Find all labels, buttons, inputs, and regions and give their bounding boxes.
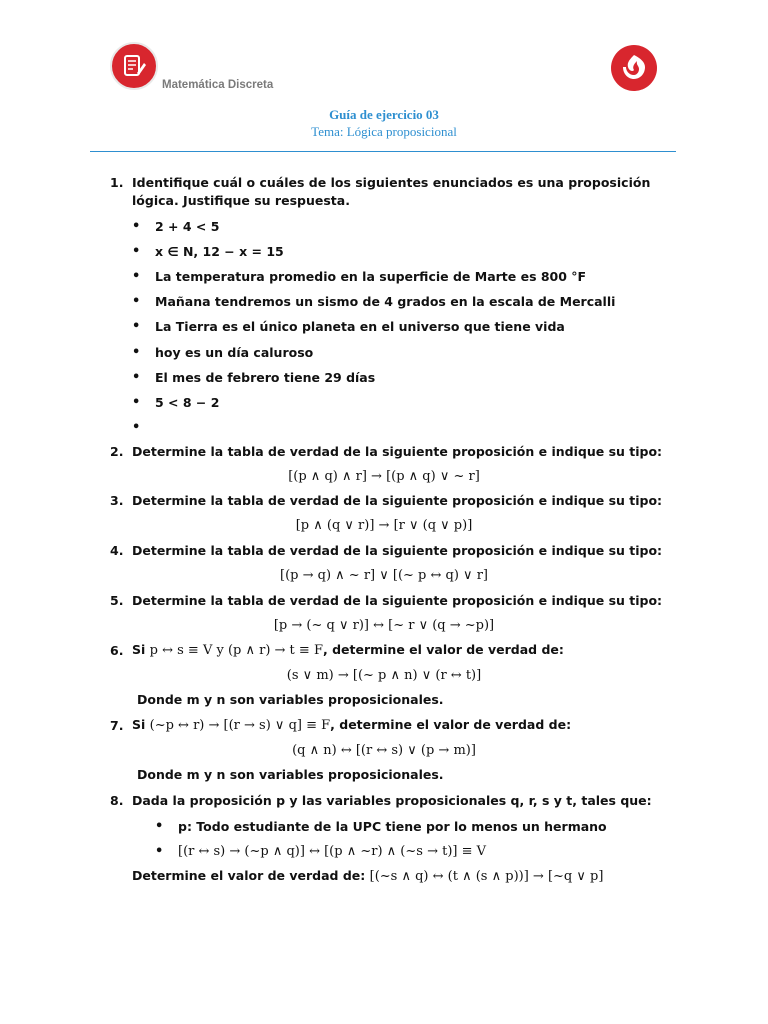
- university-logo-left: [110, 42, 158, 90]
- question-number: 3.: [110, 493, 124, 508]
- guide-topic: Tema: Lógica proposicional: [311, 124, 457, 139]
- list-item: La temperatura promedio en la superficie de Marte es 800 °F: [155, 269, 587, 284]
- list-item: La Tierra es el único planeta en el universo que tiene vida: [155, 319, 565, 334]
- question-number: 8.: [110, 793, 124, 808]
- question-text: Determine la tabla de verdad de la siguiente proposición e indique su tipo:: [132, 444, 663, 459]
- list-item: p: Todo estudiante de la UPC tiene por lo menos un hermano: [178, 819, 607, 834]
- list-item: 5 < 8 − 2: [155, 395, 220, 410]
- list-item: [(r ↔ s) → (~p ∧ q)] ↔ [(p ∧ ~r) ∧ (~s → t)] ≡ V: [178, 844, 487, 859]
- bullet-icon: •: [155, 819, 164, 834]
- course-name: Matemática Discreta: [162, 79, 274, 91]
- bullet-icon: •: [155, 844, 164, 859]
- formula: (s ∨ m) → [(~ p ∧ n) ∨ (r ↔ t)]: [286, 668, 482, 683]
- list-item: hoy es un día caluroso: [155, 345, 314, 360]
- question-number: 4.: [110, 543, 124, 558]
- condition-formula: (~p ↔ r) → [(r → s) ∨ q] ≡ F: [149, 718, 331, 733]
- bullet-icon: •: [132, 269, 141, 284]
- guide-title: Guía de ejercicio 03: [329, 107, 439, 122]
- header-divider: [90, 151, 676, 152]
- bullet-icon: •: [132, 244, 141, 259]
- bullet-icon: •: [132, 294, 141, 309]
- question-ask: Determine el valor de verdad de: [(~s ∧ q) ↔ (t ∧ (s ∧ p))] → [~q ∨ p]: [132, 868, 604, 884]
- list-item: El mes de febrero tiene 29 días: [155, 370, 376, 385]
- bullet-icon: •: [132, 420, 141, 435]
- question-number: 6.: [110, 643, 124, 658]
- formula: [(p ∧ q) ∧ r] → [(p ∧ q) ∨ ~ r]: [288, 469, 480, 484]
- list-item: Mañana tendremos un sismo de 4 grados en la escala de Mercalli: [155, 294, 616, 309]
- question-number: 2.: [110, 444, 124, 459]
- formula: [p → (~ q ∨ r)] ↔ [~ r ∨ (q → ~p)]: [273, 618, 495, 633]
- formula: [p ∧ (q ∨ r)] → [r ∨ (q ∨ p)]: [295, 518, 473, 533]
- question-text: Determine la tabla de verdad de la siguiente proposición e indique su tipo:: [132, 543, 663, 558]
- bullet-icon: •: [132, 319, 141, 334]
- formula: [(p → q) ∧ ~ r] ∨ [(~ p ↔ q) ∨ r]: [280, 568, 488, 583]
- list-item: x ∈ N, 12 − x = 15: [155, 244, 284, 259]
- notebook-pencil-icon: [119, 51, 149, 81]
- variables-note: Donde m y n son variables proposicionales.: [137, 767, 444, 782]
- question-number: 5.: [110, 593, 124, 608]
- bullet-icon: •: [132, 219, 141, 234]
- variables-note: Donde m y n son variables proposicionales.: [137, 692, 444, 707]
- question-text: Dada la proposición p y las variables proposicionales q, r, s y t, tales que:: [132, 793, 652, 808]
- flame-icon: [617, 51, 651, 85]
- bullet-icon: •: [132, 370, 141, 385]
- formula: (q ∧ n) ↔ [(r ↔ s) ∨ (p → m)]: [292, 743, 476, 758]
- question-number: 7.: [110, 718, 124, 733]
- upc-logo: [611, 45, 657, 91]
- question-text: Identifique cuál o cuáles de los siguientes enunciados es una proposición lógica. Justifique su respuesta.: [132, 175, 651, 208]
- condition-formula: p ↔ s ≡ V y (p ∧ r) → t ≡ F: [149, 643, 323, 658]
- question-text: Si p ↔ s ≡ V y (p ∧ r) → t ≡ F, determine el valor de verdad de:: [132, 642, 564, 658]
- list-item: 2 + 4 < 5: [155, 219, 220, 234]
- question-text: Determine la tabla de verdad de la siguiente proposición e indique su tipo:: [132, 493, 663, 508]
- bullet-icon: •: [132, 345, 141, 360]
- bullet-icon: •: [132, 395, 141, 410]
- question-text: Si (~p ↔ r) → [(r → s) ∨ q] ≡ F, determine el valor de verdad de:: [132, 717, 572, 733]
- ask-formula: [(~s ∧ q) ↔ (t ∧ (s ∧ p))] → [~q ∨ p]: [369, 869, 604, 884]
- question-text: Determine la tabla de verdad de la siguiente proposición e indique su tipo:: [132, 593, 663, 608]
- question-number: 1.: [110, 175, 124, 190]
